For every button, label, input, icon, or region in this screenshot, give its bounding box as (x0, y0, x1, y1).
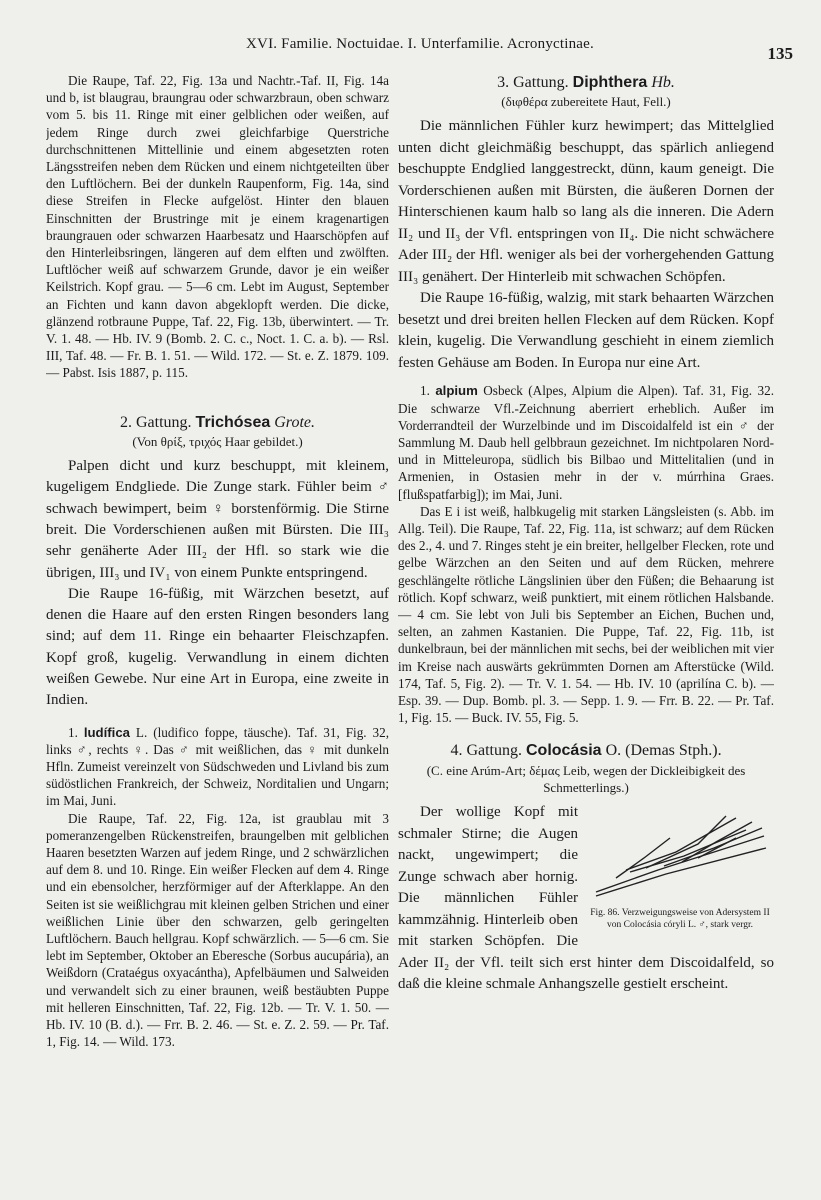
genus-3-larva: Die Raupe 16-füßig, walzig, mit stark behaarten Wärzchen besetzt und drei breiten hellen Flecken auf dem Rücken. Kopf klein, kugelig. Die Verwandlung geschieht in einem ziemlich festen Gehäuse am Boden. In Europa nur eine Art. (398, 290, 774, 371)
genus-4-body (398, 802, 774, 996)
species-ludifica-number: 1. (68, 724, 84, 740)
species-ludifica-text: L. (ludifico foppe, täusche). Taf. 31, Fig. 32, links ♂, rechts ♀. Das ♂ mit weißlichen, das ♀ mit dunkeln Hfln. Zumeist vereinzelt von Südschweden und Livland bis zum südöstlichen Frankreich, der Schweiz, Norditalien und Ungarn; im Mai, Juni. (46, 724, 389, 809)
species-alpium-egg-larva: Das E i ist weiß, halbkugelig mit starken Längsleisten (s. Abb. im Allg. Teil). Die Raupe, Taf. 22, Fig. 11a, ist schwarz; auf dem Rücken des 2., 4. und 7. Ringes steht je ein breiter, hellgelber Flecken, rote und gelbe Wärzchen an den Seiten und auf dem Rücken, mehrere geschlängelte rötliche Längslinien über den Füßen; die Behaarung ist rötlich. Kopf schwarz, weiß punktiert, mit einem rötlichen Halsbande. — 4 cm. Sie lebt von Juli bis September an Eichen, Buchen und, selten, an zahmen Kastanien. Die Puppe, Taf. 22, Fig. 11b, ist dunkelbraun, bei der männlichen mit sechs, bei der weiblichen mit vier im Kreise nach auswärts gekrümmten Dornen am Afterstücke (Wild. 174, Taf. 5, Fig. 2). — Tr. V. 1. 54. — Hb. IV. 10 (aprilína C. b). — Esp. 39. — Dup. Bomb. pl. 3. — Sepp. 1. 9. — Frr. B. 22. — Pr. Taf. 1, Fig. 15. — Buck. IV. 55, Fig. 5. (398, 503, 774, 726)
genus-4-name: Colocásia (525, 742, 602, 760)
raupe-paragraph: Die Raupe, Taf. 22, Fig. 13a und Nachtr.-Taf. II, Fig. 14a und b, ist blaugrau, braungrau oder schwarzbraun, oben schwarz vom 5. bis 11. Ringe mit einer gelblichen oder weißen, auf jedem Ringe durch zwei gleichfarbige Querstriche durchschnittenen Mittellinie und einem abgesetzten roten Längsstreifen neben dem Rücken und einem nichtgeteilten über den Luftlöchern. Bei der dunkeln Raupenform, Fig. 14a, sind diese Streifen in Flecke aufgelöst. Hinter den blauen Einschnitten der Brustringe mit je einem kragenartigen braungrauen oder schwarzen Haarbesatz und Haarschöpfen auf den Hinterleibsringen, längeren auf dem elften und zwölften. Luftlöcher weiß auf schwarzem Grunde, davor je ein weißer Keilstrich. Kopf grau. — 5—6 cm. Lebt im August, September an Fichten und kann davon abgeklopft werden. Die dicke, glänzend rotbraune Puppe, Taf. 22, Fig. 13b, überwintert. — Tr. V. 1. 48. — Hb. IV. 9 (Bomb. 2. C. c., Noct. 1. C. a. b). — Rsl. III, Taf. 48. — Fr. B. 1. 51. — Wild. 172. — St. e. Z. 1879. 109. — Pabst. Isis 1887, p. 115. (46, 73, 389, 381)
genus-4-description: Der wollige Kopf mit schmaler Stirne; die Augen nackt, ungewimpert; die Zunge schwach aber hornig. Die männlichen Fühler kammzähnig. Hinterleib oben mit starken Schöpfen. Die Ader II₂ der Vfl. teilt sich erst hinter dem Discoidalfeld, so daß die kleine schmale Anhangszelle gestielt erscheint. (398, 804, 774, 993)
genus-4-etymology: (C. eine Arúm-Art; δέμας Leib, wegen der Dickleibigkeit des Schmetterlings.) (426, 762, 746, 795)
running-head: XVI. Familie. Noctuidae. I. Unterfamilie. Acronyctinae. (246, 36, 594, 52)
genus-2-etymology: (Von θρίξ, τριχός Haar gebildet.) (132, 433, 303, 449)
genus-2-heading (46, 414, 389, 431)
genus-2-name: Trichósea (195, 413, 271, 431)
species-alpium-text: Osbeck (Alpes, Alpium die Alpen). Taf. 31, Fig. 32. Die schwarze Vfl.-Zeichnung aberriert erheblich. Außer im Vorderrandteil der Wurzelbinde und im Discoidalfeld ist ein ♂ der Sammlung M. Daub hell gelbbraun gezeichnet. Im nichtpolaren Nord- und in Mitteleuropa, südlich bis Bilbao und Mittelitalien (und in Armenien, in Ostasien mehr in der v. múrrhina Graes. [flußspatfarbig]); im Mai, Juni. (398, 383, 774, 502)
species-ludifica-name: ludífica (83, 724, 130, 740)
genus-4-prefix: 4. Gattung. (450, 742, 526, 760)
species-ludifica (46, 724, 389, 810)
section-spacer (46, 382, 389, 406)
species-ludifica-larva: Die Raupe, Taf. 22, Fig. 12a, ist graublau mit 3 pomeranzengelben Rückenstreifen, braungelben mit gelblichen Haaren besetzten Warzen auf jedem Ringe, und 2 schwärzlichen auf dem 8. und 10. Ringe. Ein weißer Flecken auf dem 4. Ringe und ein ebensolcher, herzförmiger auf der Afterklappe. An den Seiten ist sie weißlichgrau mit kleinen gelben Strichen und einer weißlichen Linie über den schwarzen, gelb geringelten Luftlöchern. Bauch hellgrau. Kopf schwärzlich. — 5—6 cm. Sie lebt im September, Oktober an Eberesche (Sorbus aucupária), an Weißdorn (Crataégus oxyacántha), Apfelbäumen und Salweiden und verwandelt sich zu einer braunen, weiß bestäubten Puppe mit helleren Einschnitten, Taf. 22, Fig. 12b. — Tr. V. 1. 50. — Hb. IV. 10 (B. d.). — Frr. B. 2. 46. — St. e. Z. 2. 59. — Pr. Taf. 1, Fig. 14. — Wild. 173. (46, 810, 389, 1050)
genus-3-description: Die männlichen Fühler kurz hewimpert; das Mittelglied unten dicht gleichmäßig beschuppt, das spärlich anliegend beschuppte Endglied langgestreckt, dünn, kaum geneigt. Die Vorderschienen außen mit Bürsten, die äußeren Dornen der Hinterschienen kaum halb so lang als die inneren. Die Adern II₂ und II₃ der Vfl. entspringen von II₄. Die nicht schwächere Ader III₂ der Hfl. weniger als bei der vorhergehenden Gattung III₃ genähert. Der Hinterleib mit schwachen Schöpfen. (398, 118, 774, 285)
genus-3-name: Diphthera (572, 74, 648, 91)
figure-86-caption: Fig. 86. Verzweigungsweise von Adersystem II von Colocásia córyli L. ♂, stark vergr. (590, 908, 770, 930)
genus-2-larva: Die Raupe 16-füßig, mit Wärzchen besetzt, auf denen die Haare auf den ersten Ringen besonders lang sind; auf dem 11. Ringe ein behaarter Fleischzapfen. Kopf groß, kugelig. Verwandlung in einem dichten weißen Gewebe. Nur eine Art in Europa, eine zweite in Indien. (46, 585, 389, 709)
genus-3-etymology: (διφθέρα zubereitete Haut, Fell.) (501, 94, 671, 110)
genus-2-description: Palpen dicht und kurz beschuppt, mit kleinem, kugeligem Endgliede. Die Zunge stark. Fühler beim ♂ schwach bewimpert, beim ♀ borstenförmig. Die Stirne breit. Die Vorderschienen außen mit Bürsten. Die III₃ sehr genäherte Ader III₂ der Hfl. so stark wie die übrigen, III₃ und IV₁ von einem Punkte entspringend. (46, 458, 389, 581)
genus-3-prefix: 3. Gattung. (497, 74, 573, 91)
genus-4-heading (398, 742, 774, 759)
genus-3-author: Hb. (651, 74, 675, 91)
figure-86 (586, 808, 774, 940)
right-column (398, 72, 774, 1194)
genus-3-heading (398, 74, 774, 91)
wing-venation-illustration (586, 808, 774, 904)
species-alpium (398, 382, 774, 502)
left-column (46, 72, 389, 1194)
genus-2-author: Grote. (274, 413, 315, 431)
genus-4-author: O. (Demas Stph.). (605, 742, 722, 760)
species-alpium-number: 1. (420, 383, 436, 399)
species-alpium-name: alpium (435, 383, 478, 399)
genus-2-prefix: 2. Gattung. (120, 413, 196, 431)
page-number: 135 (767, 44, 793, 63)
